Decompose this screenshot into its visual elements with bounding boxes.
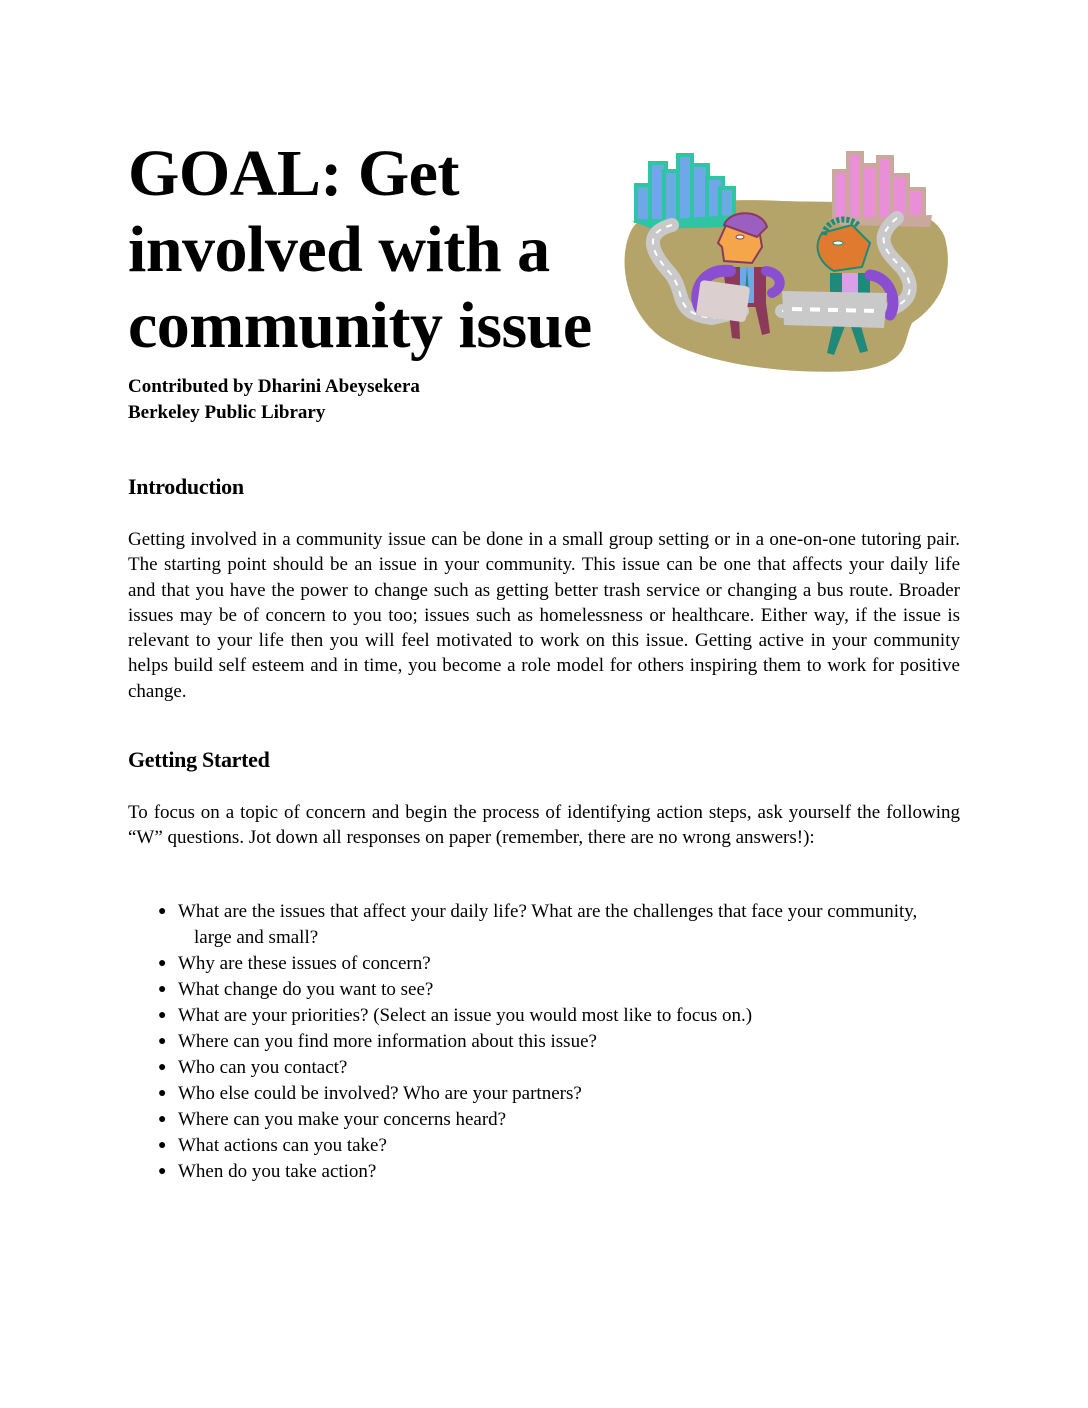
- bullet-icon: ●: [158, 1034, 167, 1049]
- community-road-illustration-icon: [612, 143, 952, 373]
- bullet-icon: ●: [158, 956, 167, 971]
- bullet-icon: ●: [158, 1086, 167, 1101]
- list-item: [158, 1029, 938, 1055]
- page-title: [128, 136, 608, 364]
- bullet-icon: ●: [158, 1060, 167, 1075]
- list-item: [158, 951, 938, 977]
- question-text: What are the issues that affect your daily life? What are the challenges that face your community, large and small?: [178, 901, 918, 948]
- introduction-paragraph: Getting involved in a community issue can be done in a small group setting or in a one-on-one tutoring pair. The starting point should be an issue in your community. This issue can be one that affects your daily life and that you have the power to change such as getting better trash service or changing a bus route. Broader issues may be of concern to you too; issues such as homelessness or healthcare. Either way, if the issue is relevant to your life then you will feel motivated to work on this issue. Getting active in your community helps build self esteem and in time, you become a role model for others inspiring them to work for positive change.: [128, 529, 960, 702]
- bullet-icon: ●: [158, 1008, 167, 1023]
- list-item: [158, 899, 938, 951]
- byline: [128, 374, 420, 426]
- bullet-icon: ●: [158, 1112, 167, 1127]
- list-item: [158, 1055, 938, 1081]
- question-text: Where can you make your concerns heard?: [178, 1109, 507, 1130]
- organization: Berkeley Public Library: [128, 402, 326, 423]
- bullet-icon: ●: [158, 1164, 167, 1179]
- list-item: [158, 1081, 938, 1107]
- list-item: [158, 1159, 938, 1185]
- title-line: community issue: [128, 289, 592, 362]
- list-item: [158, 1107, 938, 1133]
- list-item: [158, 1133, 938, 1159]
- list-item: [158, 1003, 938, 1029]
- question-text: What are your priorities? (Select an issue you would most like to focus on.): [178, 1005, 753, 1026]
- title-line: GOAL: Get: [128, 137, 459, 210]
- bullet-icon: ●: [158, 904, 167, 919]
- section-heading-getting-started: Getting Started: [128, 747, 270, 772]
- bullet-icon: ●: [158, 1138, 167, 1153]
- section-heading-introduction: Introduction: [128, 474, 244, 499]
- list-item: [158, 977, 938, 1003]
- question-text: When do you take action?: [178, 1161, 377, 1182]
- w-questions-list: [158, 899, 938, 1185]
- question-text: Why are these issues of concern?: [178, 953, 431, 974]
- question-text: What actions can you take?: [178, 1135, 387, 1156]
- question-text: Where can you find more information about this issue?: [178, 1031, 597, 1052]
- question-text: Who else could be involved? Who are your partners?: [178, 1083, 582, 1104]
- getting-started-paragraph: To focus on a topic of concern and begin the process of identifying action steps, ask yourself the following “W” questions. Jot down all responses on paper (remember, there are no wrong answers!):: [128, 802, 960, 849]
- question-text: What change do you want to see?: [178, 979, 434, 1000]
- bullet-icon: ●: [158, 982, 167, 997]
- title-line: involved with a: [128, 213, 550, 286]
- contributor: Contributed by Dharini Abeysekera: [128, 376, 420, 397]
- question-text: Who can you contact?: [178, 1057, 348, 1078]
